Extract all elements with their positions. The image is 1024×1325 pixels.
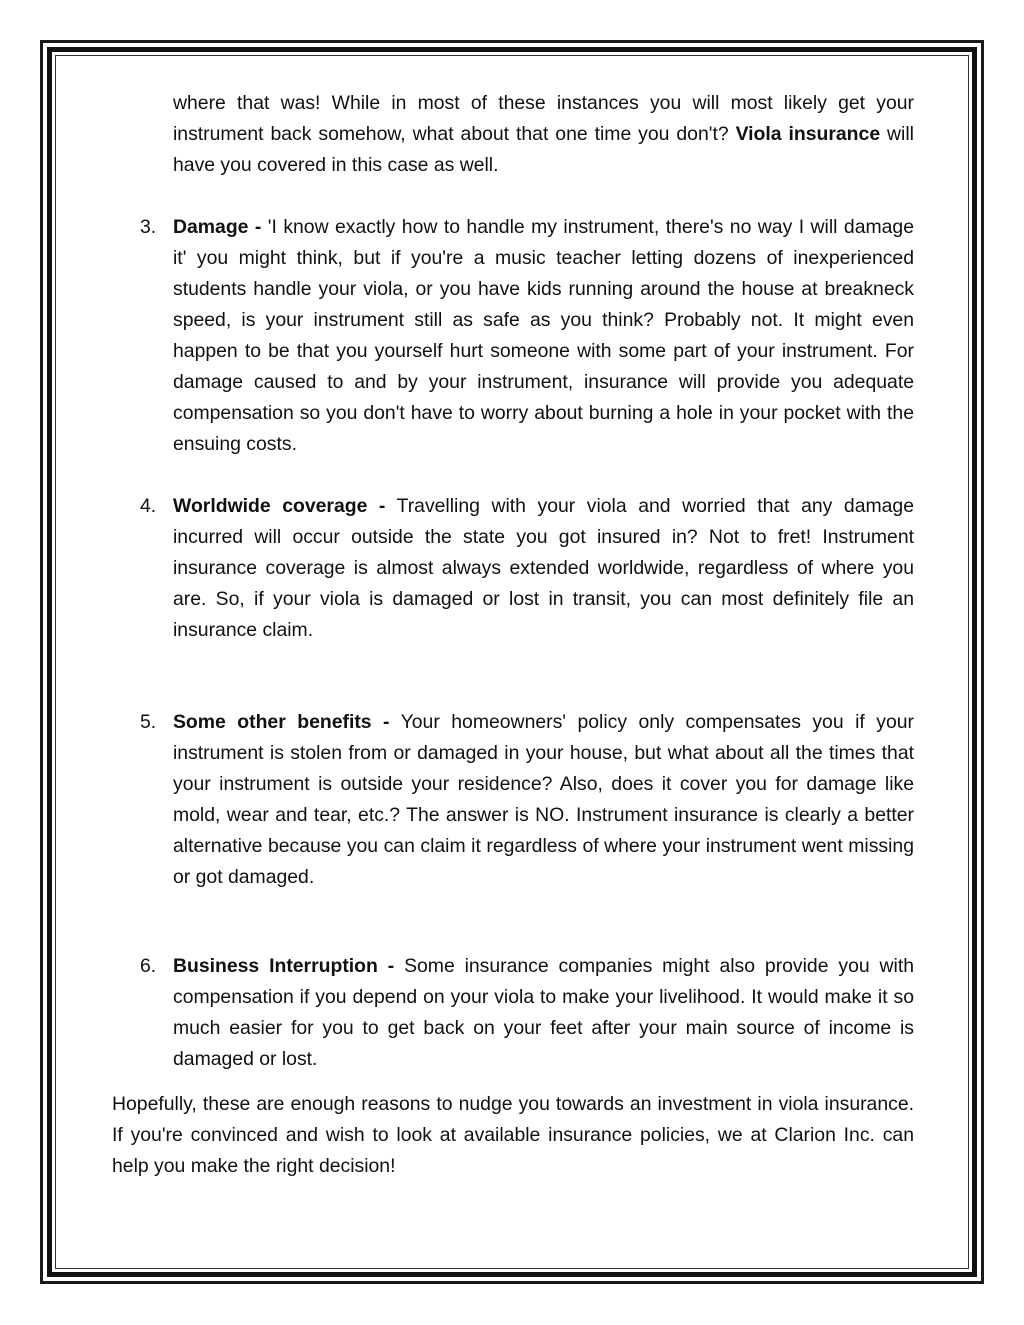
continuation-text-before: where that was! While in most of these instances you will most likely get your instrument back somehow, what about that one time you don't? [173,92,914,145]
continuation-text-after: will have you covered in this case as well. [173,123,914,176]
list-item-title: Damage - [173,216,262,238]
list-item-title: Worldwide coverage - [173,495,386,517]
list-item-title: Business Interruption - [173,955,395,977]
closing-paragraph: Hopefully, these are enough reasons to nudge you towards an investment in viola insurance. If you're convinced and wish to look at available insurance policies, we at Clarion Inc. can help you make the right decision! [112,1093,914,1177]
list-number: 3. [140,216,157,238]
list-number: 4. [140,495,157,517]
list-number: 5. [140,711,157,733]
list-item-body: Some insurance companies might also provide you with compensation if you depend on your viola to make your livelihood. It would make it so much easier for you to get back on your feet after your main source of income is damaged or lost. [173,955,914,1070]
list-item-body: Travelling with your viola and worried that any damage incurred will occur outside the state you got insured in? Not to fret! Instrument insurance coverage is almost always extended worldwide, regardless of where you are. So, if your viola is damaged or lost in transit, you can most definitely file an insurance claim. [173,495,915,641]
list-item-other-benefits [112,707,914,893]
list-item-body: Your homeowners' policy only compensates you if your instrument is stolen from or damaged in your house, but what about all the times that your instrument is outside your residence? Also, does it cover you for damage like mold, wear and tear, etc.? The answer is NO. Instrument insurance is clearly a better alternative because you can claim it regardless of where your instrument went missing or got damaged. [173,711,914,888]
list-number: 6. [140,955,157,977]
list-item-business-interruption [112,951,914,1075]
list-item-title: Some other benefits - [173,711,390,733]
list-item-damage [112,212,914,460]
list-item-body: 'I know exactly how to handle my instrument, there's no way I will damage it' you might think, but if you're a music teacher letting dozens of inexperienced students handle your viola, or you have kids running around the house at breakneck speed, is your instrument still as safe as you think? Probably not. It might even happen to be that you yourself hurt someone with some part of your instrument. For damage caused to and by your instrument, insurance will provide you adequate compensation so you don't have to worry about burning a hole in your pocket with the ensuing costs. [173,216,914,455]
document-body [112,88,914,1182]
continuation-paragraph [112,88,914,181]
list-item-worldwide-coverage [112,491,914,646]
continuation-bold-term: Viola insurance [735,123,881,145]
